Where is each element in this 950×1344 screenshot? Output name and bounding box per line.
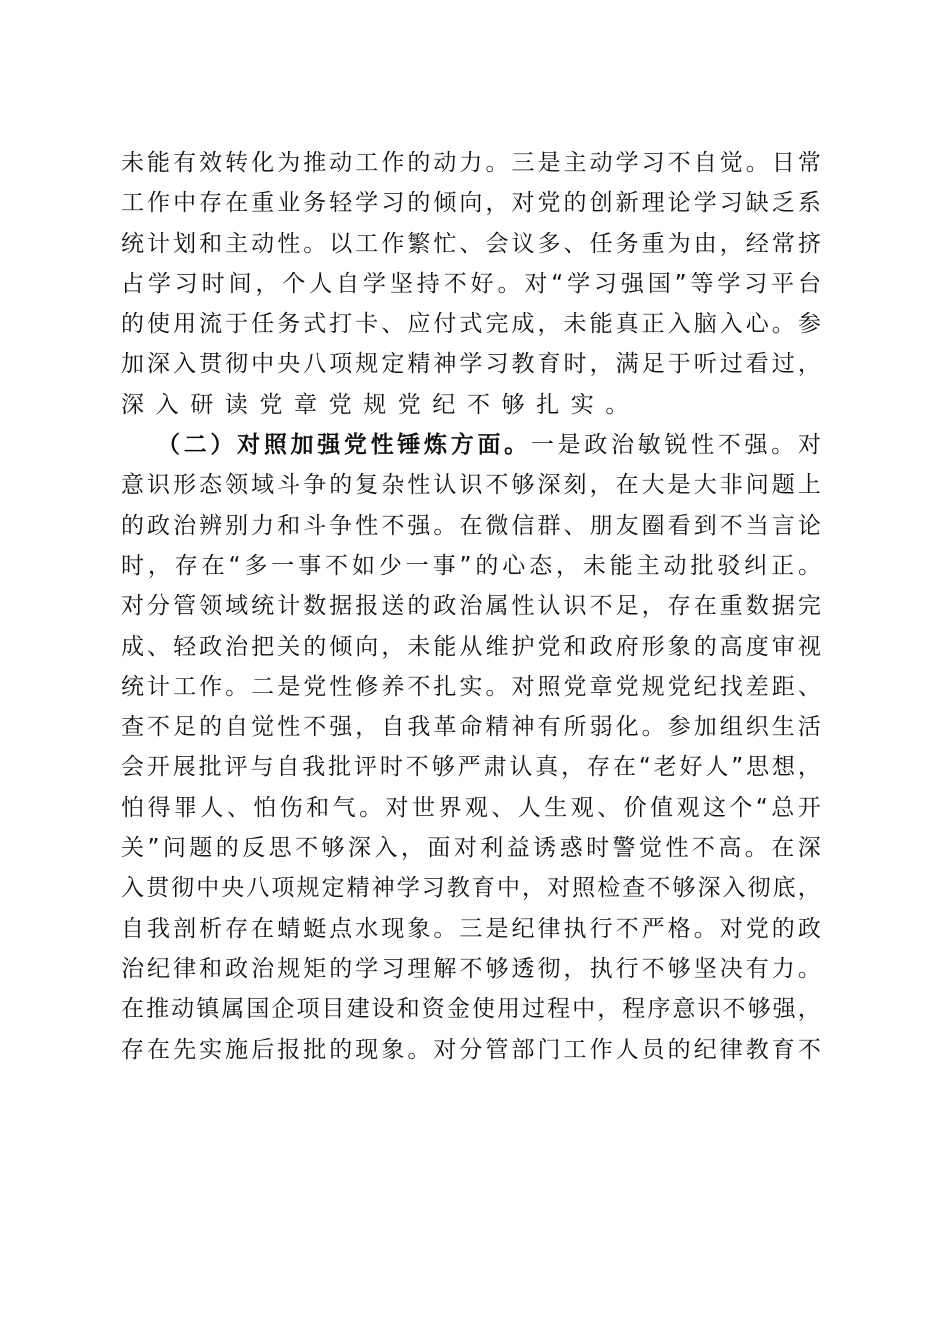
text-line: 统 计 工 作 。 二 是 党 性 修 养 不 扎 实 。 对 照 党 章 党 规 党 纪 找 差 距 、 xyxy=(121,673,821,700)
text-line: 时 ， 存 在 “ 多 一 事 不 如 少 一 事 ” 的 心 态 ， 未 能 主 动 批 驳 纠 正 。 xyxy=(121,552,821,579)
text-line: 意 识 形 态 领 域 斗 争 的 复 杂 性 认 识 不 够 深 刻 ， 在 大 是 大 非 问 题 上 xyxy=(121,472,821,499)
text-line: 入 贯 彻 中 央 八 项 规 定 精 神 学 习 教 育 中 ， 对 照 检 查 不 够 深 入 彻 底 ， xyxy=(121,875,821,902)
text-line: 查 不 足 的 自 觉 性 不 强 ， 自 我 革 命 精 神 有 所 弱 化 。 参 加 组 织 生 活 xyxy=(121,714,821,741)
text-line: 工 作 中 存 在 重 业 务 轻 学 习 的 倾 向 ， 对 党 的 创 新 理 论 学 习 缺 乏 系 xyxy=(121,190,821,217)
text-line: 关 ” 问 题 的 反 思 不 够 深 入 ， 面 对 利 益 诱 惑 时 警 觉 性 不 高 。 在 深 xyxy=(121,835,821,862)
text-line: 对 分 管 领 域 统 计 数 据 报 送 的 政 治 属 性 认 识 不 足 ， 存 在 重 数 据 完 xyxy=(121,593,821,620)
text-line: 怕 得 罪 人 、 怕 伤 和 气 。 对 世 界 观 、 人 生 观 、 价 值 观 这 个 “ 总 开 xyxy=(121,794,821,821)
text-line: 会 开 展 批 评 与 自 我 批 评 时 不 够 严 肃 认 真 ， 存 在 “ 老 好 人 ” 思 想 ， xyxy=(121,754,821,781)
text-line: 治 纪 律 和 政 治 规 矩 的 学 习 理 解 不 够 透 彻 ， 执 行 不 够 坚 决 有 力 。 xyxy=(121,955,821,982)
text-line-first: （ 二 ） 对 照 加 强 党 性 锤 炼 方 面 。 一 是 政 治 敏 锐 性 不 强 。 对 xyxy=(157,431,821,459)
paragraph-2 xyxy=(121,425,821,1070)
text-line: 自 我 剖 析 存 在 蜻 蜓 点 水 现 象 。 三 是 纪 律 执 行 不 严 格 。 对 党 的 政 xyxy=(121,915,821,942)
document-body xyxy=(121,143,821,1070)
text-line: 存 在 先 实 施 后 报 批 的 现 象 。 对 分 管 部 门 工 作 人 员 的 纪 律 教 育 不 xyxy=(121,1036,821,1063)
text-line: 在 推 动 镇 属 国 企 项 目 建 设 和 资 金 使 用 过 程 中 ， 程 序 意 识 不 够 强 ， xyxy=(121,996,821,1023)
text-line: 的 政 治 辨 别 力 和 斗 争 性 不 强 。 在 微 信 群 、 朋 友 圈 看 到 不 当 言 论 xyxy=(121,512,821,539)
paragraph-1 xyxy=(121,143,821,425)
text-line: 加 深 入 贯 彻 中 央 八 项 规 定 精 神 学 习 教 育 时 ， 满 足 于 听 过 看 过 ， xyxy=(121,351,821,378)
text-line: 的 使 用 流 于 任 务 式 打 卡 、 应 付 式 完 成 ， 未 能 真 正 入 脑 入 心 。 参 xyxy=(121,311,821,338)
text-line: 占 学 习 时 间 ， 个 人 自 学 坚 持 不 好 。 对 “ 学 习 强 国 ” 等 学 习 平 台 xyxy=(121,270,821,297)
text-line: 成 、 轻 政 治 把 关 的 倾 向 ， 未 能 从 维 护 党 和 政 府 形 象 的 高 度 审 视 xyxy=(121,633,821,660)
text-line: 深入研读党章党规党纪不够扎实。 xyxy=(121,391,640,418)
text-line: 统 计 划 和 主 动 性 。 以 工 作 繁 忙 、 会 议 多 、 任 务 重 为 由 ， 经 常 挤 xyxy=(121,230,821,257)
text-line: 未 能 有 效 转 化 为 推 动 工 作 的 动 力 。 三 是 主 动 学 习 不 自 觉 。 日 常 xyxy=(121,150,821,176)
